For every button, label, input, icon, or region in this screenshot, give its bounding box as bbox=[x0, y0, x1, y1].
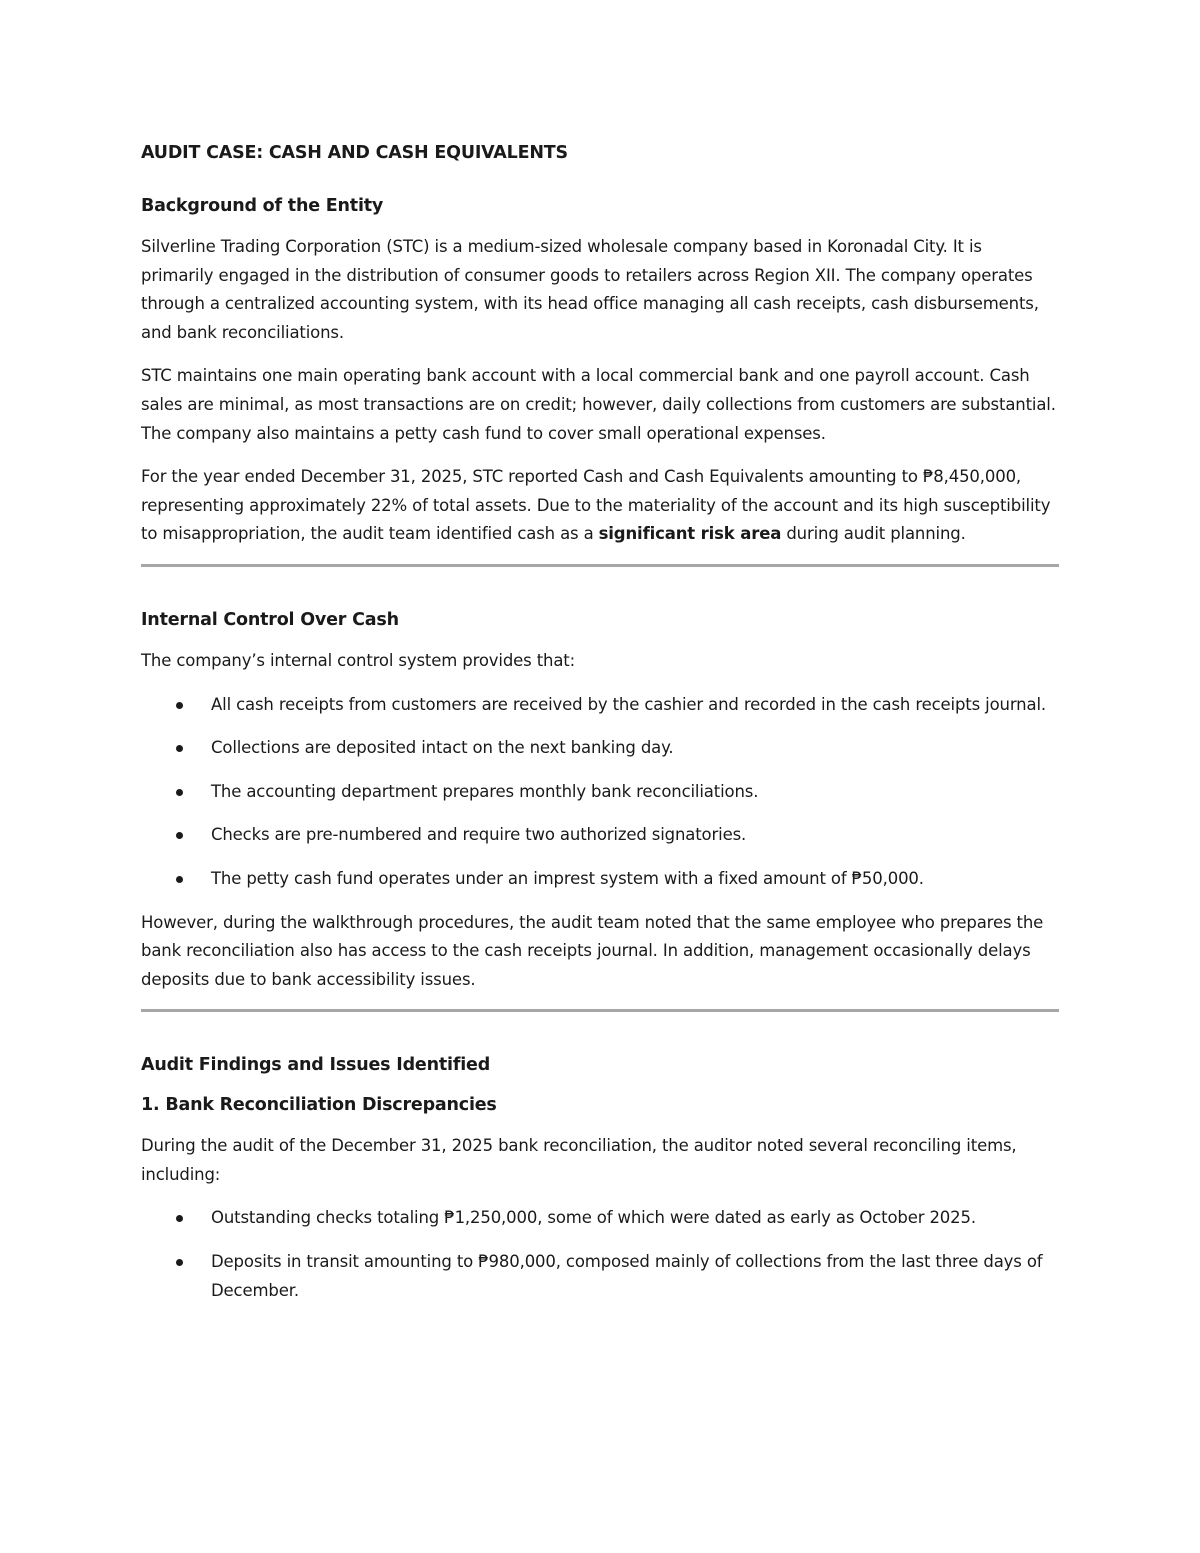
horizontal-divider bbox=[141, 1009, 1059, 1012]
findings-intro: During the audit of the December 31, 2025 bank reconciliation, the auditor noted several reconciling items, including: bbox=[141, 1136, 1017, 1184]
background-paragraph-3 bbox=[141, 463, 1059, 549]
list-item bbox=[141, 1248, 1059, 1305]
internal-control-closing: However, during the walkthrough procedures, the audit team noted that the same employee who prepares the bank reconciliation also has access to the cash receipts journal. In addition, management occasionally delays deposits due to bank accessibility issues. bbox=[141, 912, 1044, 989]
section-heading-findings: Audit Findings and Issues Identified bbox=[141, 1055, 491, 1076]
horizontal-divider bbox=[141, 564, 1059, 567]
list-item-text: Deposits in transit amounting to ₱980,000, composed mainly of collections from the last three days of December. bbox=[211, 1252, 1043, 1300]
background-paragraph-2: STC maintains one main operating bank account with a local commercial bank and one payroll account. Cash sales are minimal, as most transactions are on credit; however, daily collections from customers are substantial. The company also maintains a petty cash fund to cover small operational expenses. bbox=[141, 366, 1056, 443]
list-item-text: Checks are pre-numbered and require two authorized signatories. bbox=[211, 825, 747, 845]
list-item bbox=[141, 865, 1059, 894]
list-item-text: Collections are deposited intact on the next banking day. bbox=[211, 738, 674, 758]
list-item-text: Outstanding checks totaling ₱1,250,000, some of which were dated as early as October 2025. bbox=[211, 1208, 976, 1228]
bullet-icon bbox=[176, 1215, 183, 1222]
list-item bbox=[141, 821, 1059, 850]
list-item bbox=[141, 1204, 1059, 1233]
list-item bbox=[141, 734, 1059, 763]
findings-list bbox=[141, 1204, 1059, 1305]
bullet-icon bbox=[176, 876, 183, 883]
findings-sub-heading: 1. Bank Reconciliation Discrepancies bbox=[141, 1095, 497, 1116]
background-paragraph-3-end: during audit planning. bbox=[781, 524, 966, 544]
list-item-text: The petty cash fund operates under an imprest system with a fixed amount of ₱50,000. bbox=[211, 868, 924, 888]
bullet-icon bbox=[176, 1259, 183, 1266]
significant-risk-emphasis: significant risk area bbox=[598, 524, 782, 544]
internal-control-list bbox=[141, 691, 1059, 894]
list-item bbox=[141, 778, 1059, 807]
bullet-icon bbox=[176, 702, 183, 709]
list-item-text: All cash receipts from customers are received by the cashier and recorded in the cash receipts journal. bbox=[211, 694, 1046, 714]
section-heading-internal-control: Internal Control Over Cash bbox=[141, 609, 399, 630]
list-item bbox=[141, 691, 1059, 720]
section-heading-background: Background of the Entity bbox=[141, 196, 384, 216]
document-title: AUDIT CASE: CASH AND CASH EQUIVALENTS bbox=[141, 143, 568, 163]
bullet-icon bbox=[176, 832, 183, 839]
bullet-icon bbox=[176, 745, 183, 752]
bullet-icon bbox=[176, 789, 183, 796]
internal-control-intro: The company’s internal control system provides that: bbox=[141, 650, 576, 670]
background-paragraph-3-start: For the year ended December 31, 2025, STC reported Cash and Cash Equivalents amounting to ₱8,450,000, representing approximately 22% of total assets. Due to the materiality of the account and its high susceptibility to misappropriation, the audit team identified cash as a bbox=[141, 467, 1051, 544]
background-paragraph-1: Silverline Trading Corporation (STC) is a medium-sized wholesale company based in Koronadal City. It is primarily engaged in the distribution of consumer goods to retailers across Region XII. The company operates through a centralized accounting system, with its head office managing all cash receipts, cash disbursements, and bank reconciliations. bbox=[141, 237, 1039, 342]
document-page bbox=[141, 140, 1059, 1320]
list-item-text: The accounting department prepares monthly bank reconciliations. bbox=[211, 781, 759, 801]
